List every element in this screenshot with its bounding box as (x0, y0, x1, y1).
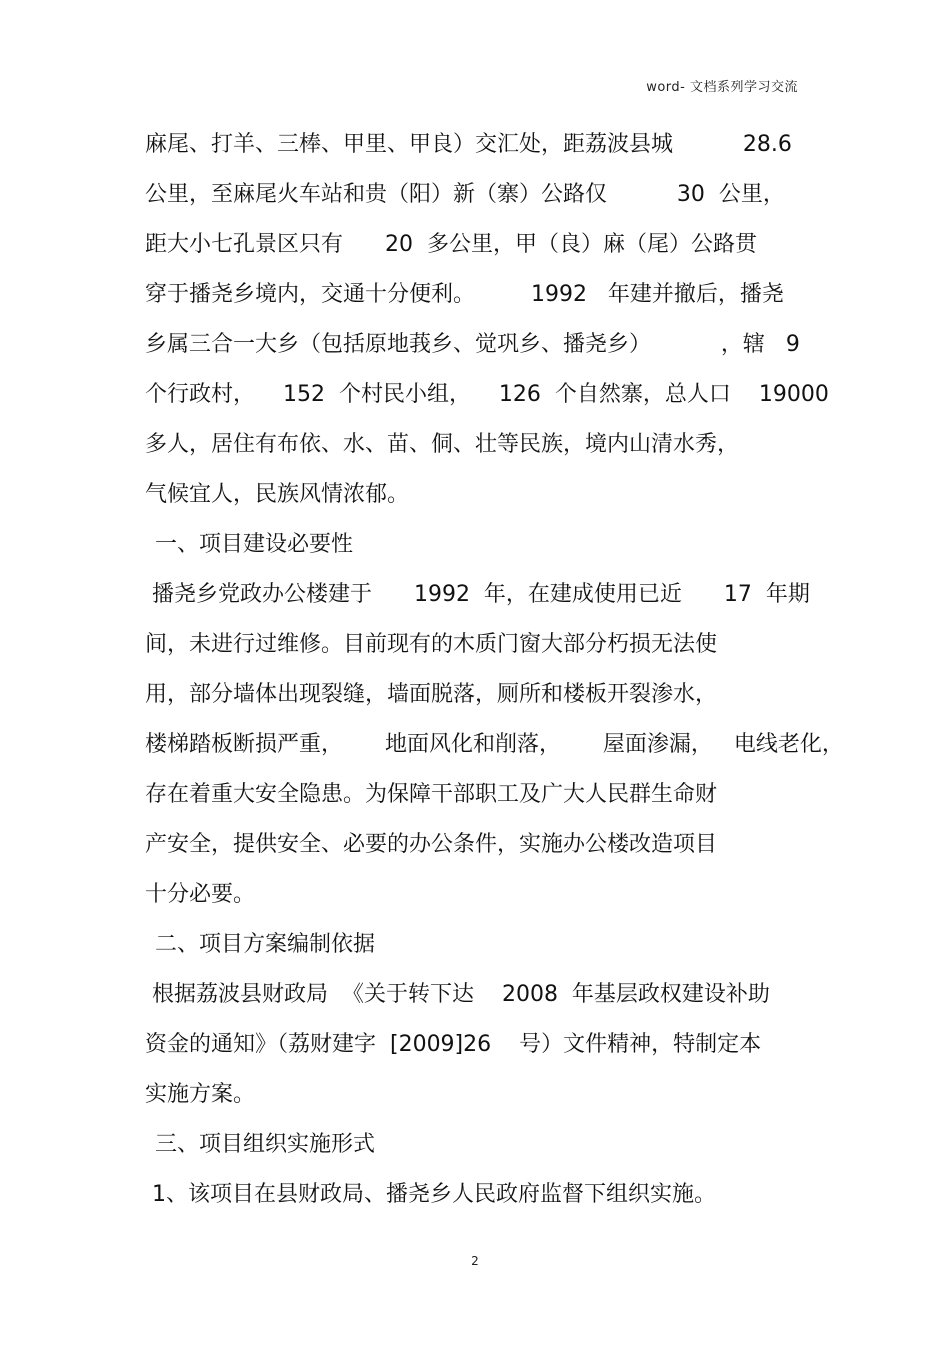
document-header: word- 文档系列学习交流 (646, 80, 798, 95)
text-line: 乡属三合一大乡（包括原地莪乡、觉巩乡、播尧乡） ，辖 9 (145, 332, 800, 357)
text-line: 1、该项目在县财政局、播尧乡人民政府监督下组织实施。 (145, 1182, 716, 1207)
text-line: 楼梯踏板断损严重， 地面风化和削落， 屋面渗漏， 电线老化， (145, 732, 844, 757)
text-line: 根据荔波县财政局 《关于转下达 2008 年基层政权建设补助 (145, 982, 770, 1007)
text-line: 播尧乡党政办公楼建于 1992 年，在建成使用已近 17 年期 (145, 582, 810, 607)
paragraph-necessity (145, 574, 844, 924)
paragraph-intro (145, 124, 829, 524)
section-heading-basis: 二、项目方案编制依据 (155, 932, 376, 957)
text-line: 气候宜人，民族风情浓郁。 (145, 482, 410, 507)
text-line: 用，部分墙体出现裂缝，墙面脱落，厕所和楼板开裂渗水， (145, 682, 718, 707)
text-line: 穿于播尧乡境内，交通十分便利。 1992 年建并撤后，播尧 (145, 282, 784, 307)
text-line: 产安全，提供安全、必要的办公条件，实施办公楼改造项目 (145, 832, 718, 857)
paragraph-implementation (145, 1174, 815, 1224)
text-line: 存在着重大安全隐患。为保障干部职工及广大人民群生命财 (145, 782, 718, 807)
text-line: 十分必要。 (145, 882, 256, 907)
text-line: 资金的通知》（荔财建字 [2009]26 号）文件精神，特制定本 (145, 1032, 762, 1057)
section-heading-implementation: 三、项目组织实施形式 (155, 1132, 376, 1157)
text-line: 公里，至麻尾火车站和贵（阳）新（寨）公路仅 30 公里， (145, 182, 785, 207)
text-line: 间，未进行过维修。目前现有的木质门窗大部分朽损无法使 (145, 632, 718, 657)
section-heading-necessity: 一、项目建设必要性 (155, 532, 354, 557)
paragraph-basis (145, 974, 815, 1124)
text-line: 多人，居住有布依、水、苗、侗、壮等民族，境内山清水秀， (145, 432, 740, 457)
text-line: 距大小七孔景区只有 20 多公里，甲（良）麻（尾）公路贯 (145, 232, 757, 257)
text-line: 个行政村， 152 个村民小组， 126 个自然寨，总人口 19000 (145, 382, 829, 407)
page-number: 2 (471, 1254, 479, 1268)
document-body (145, 124, 844, 1224)
text-line: 实施方案。 (145, 1082, 256, 1107)
text-line: 麻尾、打羊、三棒、甲里、甲良）交汇处，距荔波县城 28.6 (145, 132, 792, 157)
